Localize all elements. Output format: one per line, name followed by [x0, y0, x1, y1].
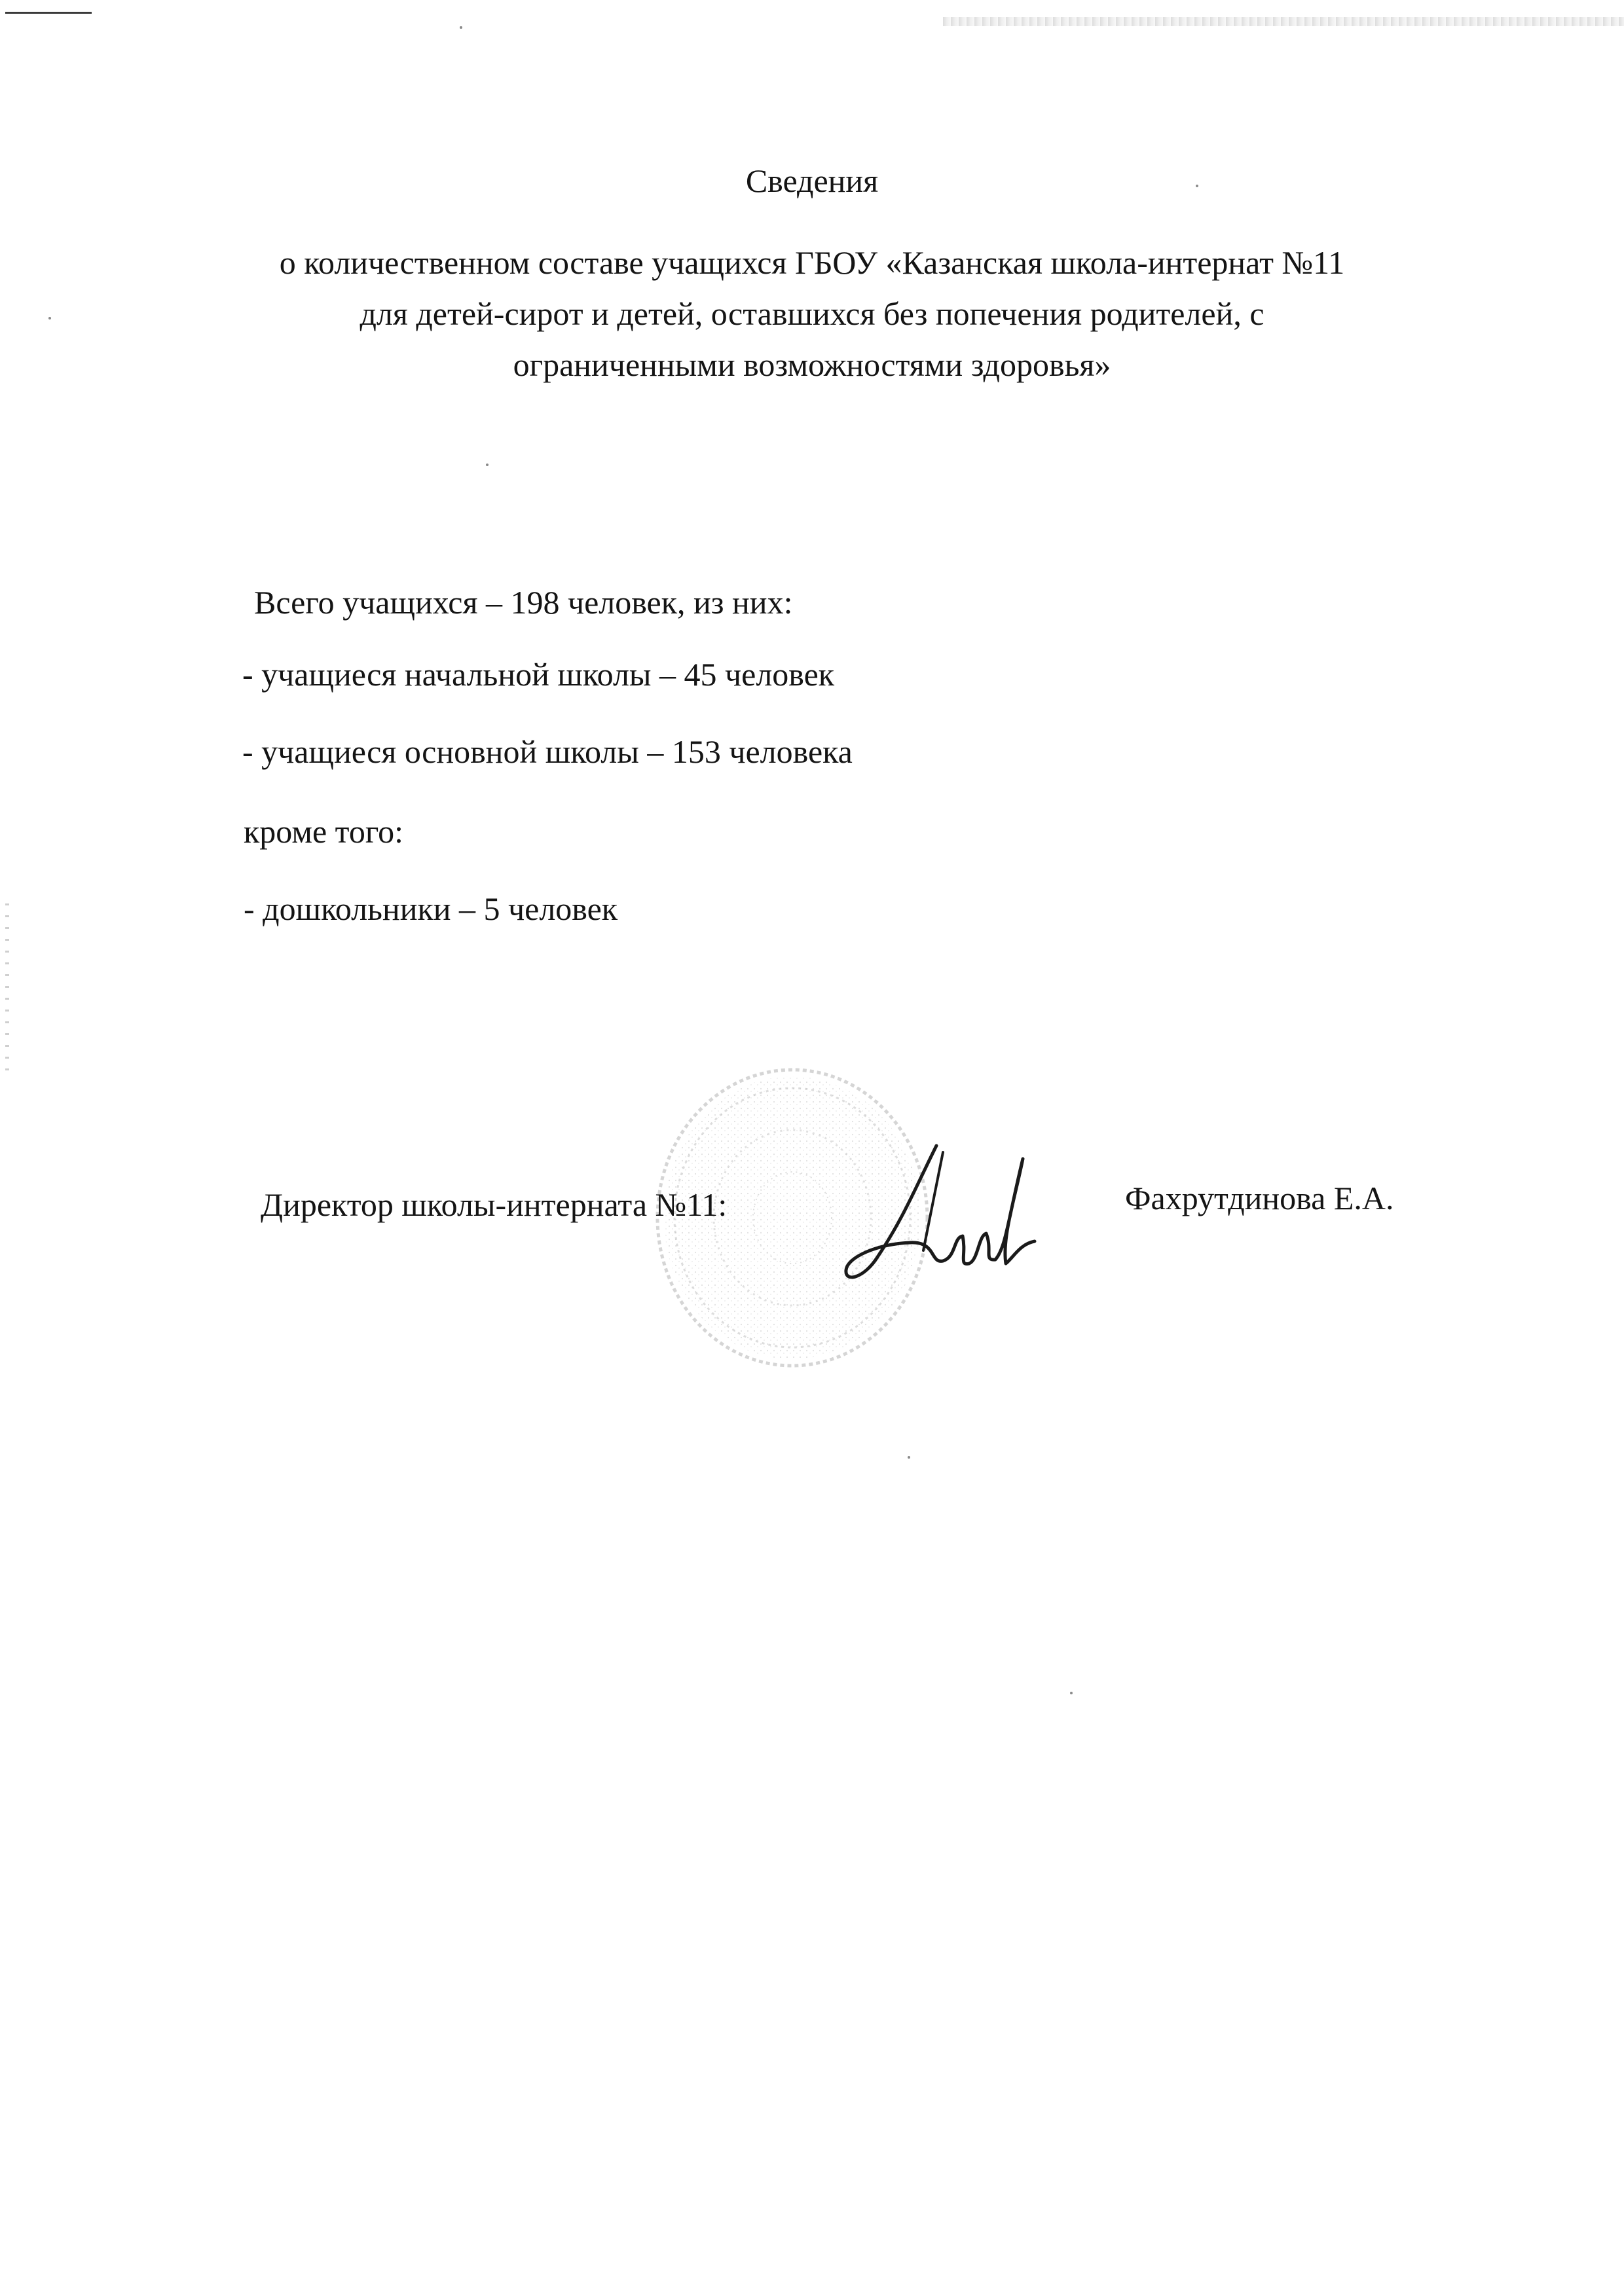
director-name: Фахрутдинова Е.А.	[1125, 1180, 1394, 1216]
scan-speck	[486, 464, 489, 466]
preschoolers-line: - дошкольники – 5 человек	[244, 890, 618, 927]
scan-speck	[460, 26, 462, 29]
document-subtitle	[0, 237, 1624, 390]
subtitle-line-1: о количественном составе учащихся ГБОУ «Казанская школа-интернат №11	[279, 244, 1345, 281]
scan-speck	[1070, 1692, 1073, 1694]
primary-school-line: - учащиеся начальной школы – 45 человек	[242, 656, 835, 693]
subtitle-line-2: для детей-сирот и детей, оставшихся без попечения родителей, с	[360, 295, 1264, 332]
besides-line: кроме того:	[244, 813, 404, 850]
basic-school-line: - учащиеся основной школы – 153 человека	[242, 733, 853, 770]
scan-artifact-band	[943, 17, 1624, 26]
scan-speck	[908, 1456, 910, 1459]
document-title: Сведения	[745, 162, 879, 199]
scan-edge-dots	[5, 903, 9, 1074]
scan-artifact-line	[5, 12, 92, 14]
total-students-line: Всего учащихся – 198 человек, из них:	[254, 584, 793, 621]
signature-label: Директор школы-интерната №11:	[261, 1186, 728, 1223]
handwritten-signature-icon	[838, 1126, 1048, 1303]
subtitle-line-3: ограниченными возможностями здоровья»	[513, 346, 1111, 383]
